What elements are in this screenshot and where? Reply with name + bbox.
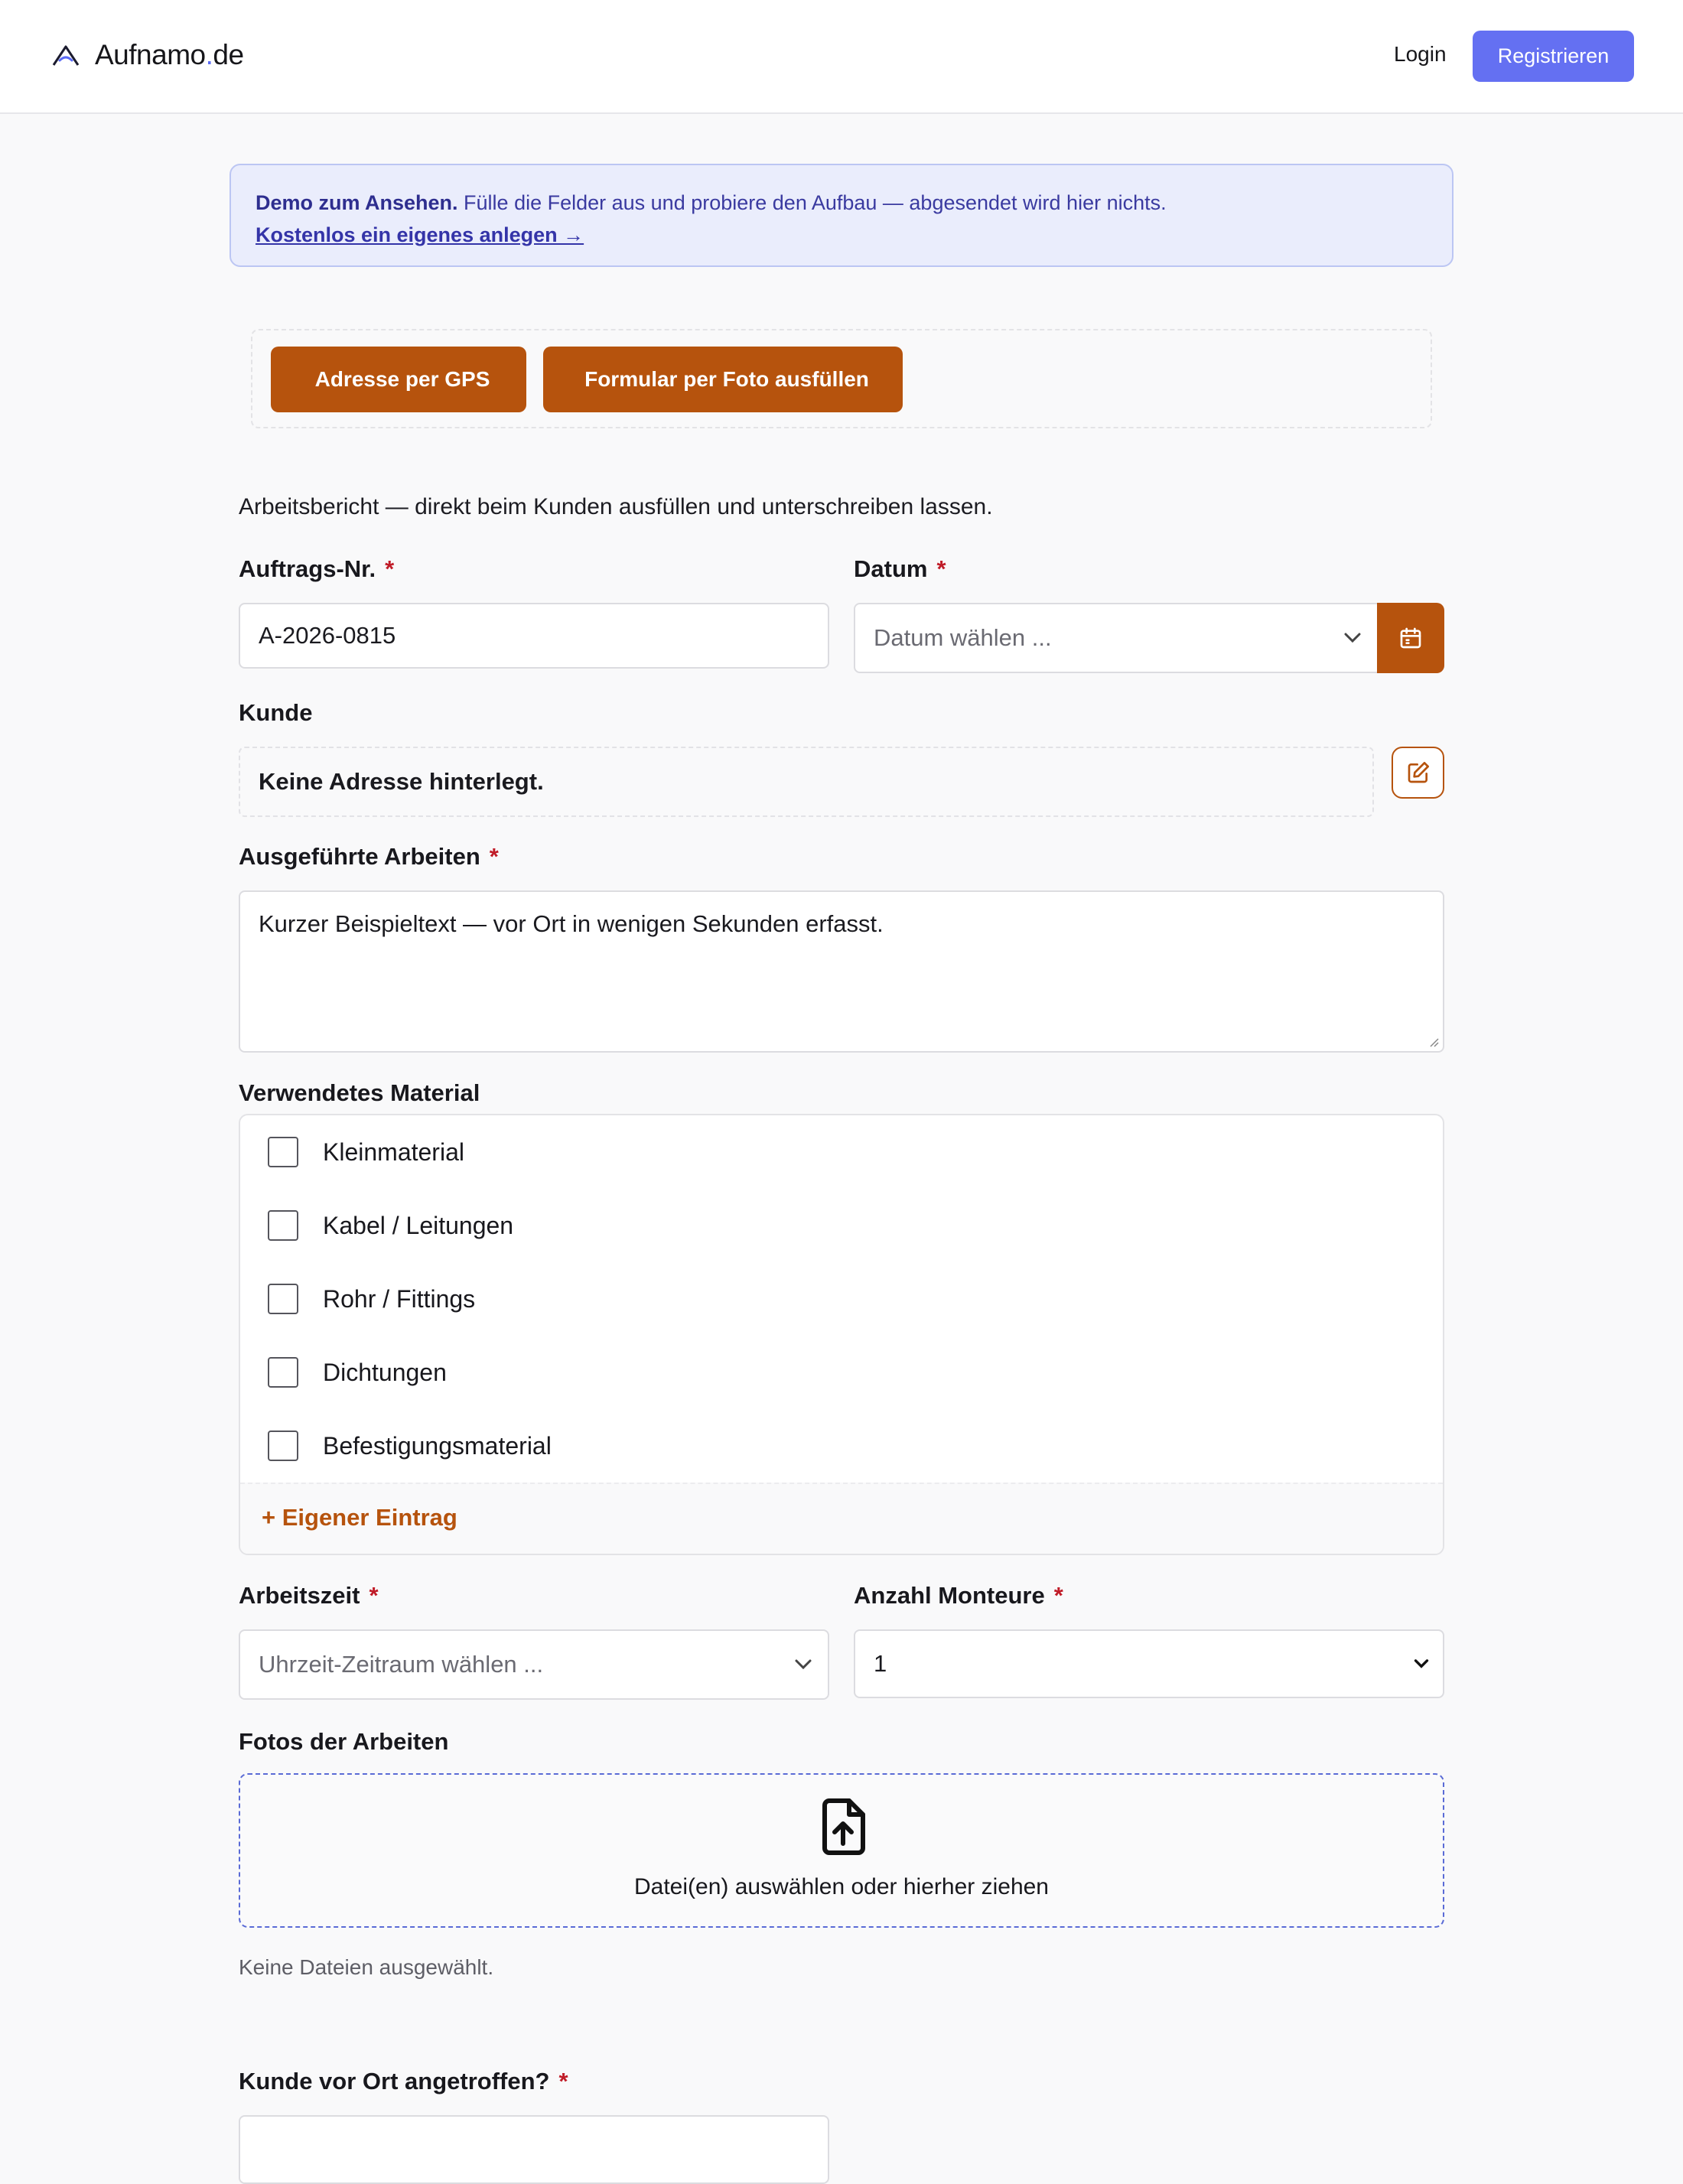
quick-actions: [251, 329, 1432, 428]
login-link[interactable]: Login: [1394, 42, 1447, 66]
work-done-label: Ausgeführte Arbeiten *: [239, 843, 499, 870]
calendar-button[interactable]: [1377, 603, 1444, 673]
material-option[interactable]: Rohr / Fittings: [268, 1282, 475, 1316]
fitters-count-label: Anzahl Monteure *: [854, 1582, 1063, 1609]
aufnamo-logo-icon: [50, 42, 81, 68]
register-button[interactable]: Registrieren: [1473, 31, 1634, 82]
date-select[interactable]: Datum wählen ...: [854, 603, 1379, 673]
checkbox[interactable]: [268, 1210, 298, 1241]
material-option[interactable]: Kabel / Leitungen: [268, 1209, 513, 1242]
gps-address-button[interactable]: [271, 347, 526, 412]
create-own-link[interactable]: Kostenlos ein eigenes anlegen →: [256, 223, 584, 246]
customer-present-label: Kunde vor Ort angetroffen? *: [239, 2068, 568, 2094]
add-custom-entry-button[interactable]: + Eigener Eintrag: [262, 1504, 457, 1531]
material-footer: [240, 1483, 1443, 1555]
customer-address: Keine Adresse hinterlegt.: [239, 747, 1374, 817]
date-label: Datum *: [854, 555, 946, 582]
order-number-label: Auftrags-Nr. *: [239, 555, 395, 582]
chevron-down-icon: [1414, 1658, 1429, 1670]
checkbox[interactable]: [268, 1357, 298, 1388]
photo-fill-button[interactable]: [543, 347, 903, 412]
top-navbar: [0, 0, 1683, 114]
checkbox[interactable]: [268, 1431, 298, 1461]
chevron-down-icon: [1343, 632, 1362, 644]
demo-banner: [230, 164, 1454, 267]
material-option[interactable]: Befestigungsmaterial: [268, 1429, 552, 1463]
brand-name: Aufnamo.de: [95, 39, 244, 70]
work-time-select[interactable]: Uhrzeit-Zeitraum wählen ...: [239, 1629, 829, 1700]
material-list: [239, 1114, 1444, 1555]
upload-instruction: Datei(en) auswählen oder hierher ziehen: [634, 1874, 1049, 1899]
material-option[interactable]: Dichtungen: [268, 1356, 447, 1389]
chevron-down-icon: [794, 1658, 812, 1671]
calendar-icon: [1398, 626, 1423, 650]
edit-customer-button[interactable]: [1392, 747, 1444, 799]
gps-address-label: Adresse per GPS: [314, 367, 490, 391]
work-time-label: Arbeitszeit *: [239, 1582, 379, 1609]
photo-fill-label: Formular per Foto ausfüllen: [584, 367, 869, 391]
material-option[interactable]: Kleinmaterial: [268, 1135, 464, 1169]
fitters-count-select[interactable]: 1: [854, 1629, 1444, 1698]
order-number-input[interactable]: A-2026-0815: [239, 603, 829, 669]
photos-label: Fotos der Arbeiten: [239, 1728, 449, 1755]
form-intro: Arbeitsbericht — direkt beim Kunden ausfüllen und unterschreiben lassen.: [239, 494, 993, 519]
resize-handle-icon[interactable]: [1426, 1034, 1440, 1048]
checkbox[interactable]: [268, 1284, 298, 1314]
work-done-textarea[interactable]: Kurzer Beispieltext — vor Ort in wenigen Sekunden erfasst.: [239, 890, 1444, 1053]
edit-icon: [1406, 760, 1431, 785]
brand-link[interactable]: [50, 35, 244, 75]
customer-label: Kunde: [239, 699, 313, 726]
demo-banner-text: Demo zum Ansehen. Fülle die Felder aus und probiere den Aufbau — abgesendet wird hier nichts.: [256, 191, 1167, 214]
photo-upload-dropzone[interactable]: [239, 1773, 1444, 1928]
file-upload-icon: [819, 1798, 868, 1856]
checkbox[interactable]: [268, 1137, 298, 1167]
customer-present-select[interactable]: [239, 2115, 829, 2184]
file-status: Keine Dateien ausgewählt.: [239, 1955, 494, 1979]
material-label: Verwendetes Material: [239, 1079, 480, 1106]
